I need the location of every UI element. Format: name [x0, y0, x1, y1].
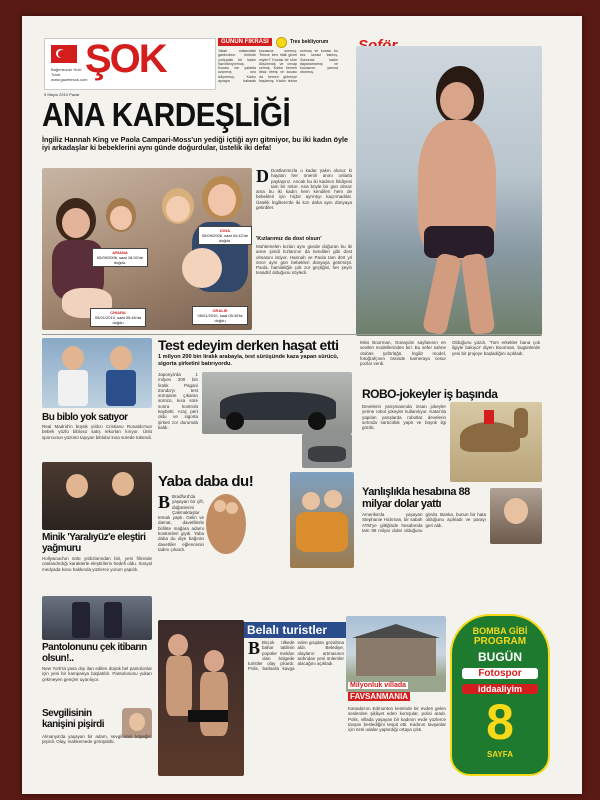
car-wreck-photo	[302, 434, 352, 468]
pants-body: New York'ta yasa dışı ilan edilen düşük bel pantolonlar için yeni bir kampanya başlatıldı. Pantolonunu yukarı çekmeyen gençler uyarılıyor.	[42, 666, 152, 682]
pants-headline: Pantolonunu çek itibarın olsun!..	[42, 642, 147, 664]
main-headline: ANA KARDEŞLİĞİ	[42, 96, 291, 133]
caption-chiara-text: 05/01/2010, saat 05:46'da doğdu	[94, 315, 142, 325]
tourists-headline: Belalı turistler	[244, 622, 350, 638]
caption-chiara	[90, 308, 146, 327]
bibles-headline: Bu biblo yok satıyor	[42, 412, 128, 423]
lover-headline: Sevgilisinin kanişini pişirdi	[42, 708, 105, 730]
ad-line-3: BUGÜN	[478, 650, 522, 664]
ad-line-5: iddaaliyim	[462, 684, 538, 694]
masthead	[44, 38, 216, 90]
masthead-date: 5 Mayıs 2010 Pazar	[44, 92, 80, 97]
main-deck: İngiliz Hannah King ve Paola Campari-Moss'un yediği içtiği ayrı gitmiyor, bu iki kadın öyle iyi arkadaşlar ki bebeklerini aynı günde doğurdular, üstelik iki defa!	[42, 135, 349, 153]
twilight-photo	[42, 462, 152, 530]
pants-photo	[42, 596, 152, 640]
tourists-body: B Birçok ülkede bahar tatilinin popüler mekânı olan bölgede turistler olay çıkardı. Polis, barlarda kavga eden grupları gözaltına aldı. Belediye, olayların artmasının ardından yeni önlemler alacağını açıkladı.	[248, 640, 344, 672]
caption-ariana-text: 05/09/2006, saat 18:00'de doğdu.	[96, 255, 144, 265]
caption-iona	[198, 226, 252, 245]
camel-photo	[450, 402, 542, 482]
joke-body: Yatak odasındaki gardırobun önünde çırılçıplak bir kadın hazırlanıyormuş. Kocası ise yatakta uzanmış onu izliyormuş. Kadın aynaya bakarak kocasına sormuş: 'Sence ben hâlâ güzel miyim?' Kocası bir süre düşünmüş ve cevap vermiş. Kadın hemen itiraz etmiş ve kocası da hemen gülmeye başlamış. Kadın tekrar sormuş ve kocası bu kez sessiz kalmış. Sonunda kadın dayanamamış ve kocasının yanına oturmuş.	[218, 49, 338, 84]
villa-photo	[346, 616, 446, 692]
joke-title: GÜNÜN FIKRASI	[218, 38, 272, 46]
bibles-photo	[42, 338, 152, 408]
masthead-logo: ŞOK	[85, 37, 166, 81]
lottery-photo	[490, 488, 542, 544]
caption-iona-name: IONA	[220, 228, 230, 233]
newspaper-page	[22, 16, 582, 794]
ad-line-4: Fotospor	[462, 668, 538, 679]
tourists-body-text: Birçok ülkede bahar tatilinin popüler mekânı olan bölgede turistler olay çıkardı. Polis, barlarda kavga eden grupları gözaltına aldı. Belediye, olayların artmasının ardından yeni önlemler alacağını açıkladı.	[248, 640, 344, 672]
villa-body: Kanada'nın Edmonton kentinde bir evden gelen seslerden şikâyet eden komşular, polisi aradı. Polis, villada yaşayan bir kadının evde yüzlerce tavşan beslediğini tespit etti. Kadının tavşanlar için özel odalar yaptırdığı ortaya çıktı.	[348, 706, 446, 733]
flag-icon	[51, 45, 77, 63]
joke-heading: Tres bekliyorum	[290, 39, 329, 45]
caption-iona-text: 05/09/2006, saat 04:42'de doğdu.	[201, 233, 249, 243]
caption-chiara-name: CHIARA	[110, 310, 126, 315]
joke-box	[218, 38, 338, 100]
car-photo	[202, 372, 352, 434]
car-body: Japonya'da 1 milyon 200 bin liralık Pagani Zonda'yı test sürüşüne çıkaran sürücü, kısa süre sonra kontrolü kaybetti. Araç pert oldu ve sigorta şirketi zor durumda kaldı.	[158, 372, 198, 430]
lottery-headline: Yanlışlıkla hesabına 88 milyar dolar yattı	[362, 486, 470, 510]
yaba-party-photo	[290, 472, 354, 568]
twilight-body: Hollywood'un ünlü yıldızlarından biri, yeni filminde canlandırdığı karakterle eleştirilerin hedefi oldu. Sosyal medyada konu hakkında yüzlerce yorum yapıldı.	[42, 556, 152, 572]
main-body-2: Muhtemelen kızları aynı günde doğuran bu iki anne şimdi kızlarının da kendileri gibi dost olmasını istiyor. Hannah ve Paola tam dört yıl önce aynı gün bebekleri dünyaya getirmişti. Paola, hamileliğin çok zor geçtiğini, her şeyin tesadüf olduğunu söyledi.	[256, 244, 352, 276]
model-photo	[356, 46, 542, 336]
villa-label-2: FAVSANMANIA	[350, 692, 409, 701]
car-deck: 1 milyon 200 bin liralık arabayla, test sürüşünde kaza yapan sürücü, sigorta şirketini batırıyordu.	[158, 354, 339, 367]
fotospor-ad[interactable]	[450, 614, 550, 776]
main-subhead: 'Kızlarımız da dost olsun'	[256, 236, 322, 242]
model-body-2: Olduğunu yazdı. 'Tüm erkekler bana çok ilgiyle bakıyor' diyen Boorman, bugünlerde yeni bir projeye başladığını açıkladı.	[452, 340, 540, 356]
villa-label-1: Milyonluk villada	[350, 682, 407, 689]
main-body-text: Dostlarımızla o kadar yakın oluruz ki hayatın her önemli anını onlarla paylaşırız. Ancak bu iki kadının hikâyesi tam bir rekor. Ana böyle bir gün olmaz ama bu iki kadın hem kendileri hem de bebekleri için hiçbir ayrıntıyı kaçırmadılar. Üstelik İngiltere'de iki kızı daha aynı dünyaya getirdiler.	[256, 168, 352, 211]
ad-number: 8	[486, 694, 514, 750]
caption-ariana	[92, 248, 148, 267]
main-body: D Dostlarımızla o kadar yakın oluruz ki hayatın her önemli anını onlarla paylaşırız. Ancak bu iki kadının hikâyesi tam bir rekor. Ana böyle bir gün olmaz ama bu iki kadın hem kendileri hem de bebekleri için hiçbir ayrıntıyı kaçırmadılar. Üstelik İngiltere'de iki kızı daha aynı dünyaya getirdiler.	[256, 168, 352, 211]
ad-line-2: PROGRAM	[473, 636, 527, 647]
yaba-couple-photo	[206, 494, 246, 554]
jockey-body: Develerin yarışmasında insan jokeyler yerine robot jokeyler kullanılıyor. Katar'da yapılan yarışlarda robotlar develerin sırtında sürücülük yaptı ve büyük ilgi gördü.	[362, 404, 446, 431]
twilight-headline: Minik 'Yaralıyüz'e eleştiri yağmuru	[42, 532, 146, 554]
caption-oralie	[192, 306, 248, 325]
ad-line-1: BOMBA GİBİ	[472, 626, 528, 636]
model-text-box	[358, 338, 542, 382]
bibles-body: Real Madrid'in büyük yıldızı Cristiano Ronaldo'nun bebek yüzlü biblosu satış rekorları kırıyor. Ünlü sporcunun yüzünü taşıyan biblolar kısa sürede tükendi.	[42, 424, 152, 440]
model-body: Miss Boorman, Günaydın sayfasının en sevilen modellerinden biri. Bu sefer sahne otobüs şoförlüğü. İngiliz model, fotoğrafçının önünde kameraya cesur pozlar verdi.	[360, 340, 446, 367]
lover-body: Almanya'da yaşayan bir adam, sevgilisinin köpeğini pişirdi. Olay, mahkemede görüşüldü.	[42, 734, 152, 745]
masthead-website: www.gazetesok.com	[51, 77, 88, 82]
tourists-photo	[158, 620, 244, 776]
yaba-headline: Yaba daba du!	[158, 473, 254, 490]
yaba-body-text: Bradford'da yaşayan bir çift, düğünlerini Çakmaktaşlar temalı yaptı. Gelin ve damat, davetlilerle birlikte mağara adamı kostümleri giydi. Yaba daba du diye bağıran davetliler eğlencenin tadını çıkardı.	[158, 494, 204, 552]
caption-oralie-text: 05/01/2010, saat 05:40'ta doğdu	[197, 313, 243, 323]
car-headline: Test edeyim derken haşat etti	[158, 337, 339, 353]
yaba-body: B Bradford'da yaşayan bir çift, düğünlerini Çakmaktaşlar temalı yaptı. Gelin ve damat, davetlilerle birlikte mağara adamı kostümleri giydi. Yaba daba du diye bağıran davetliler eğlencenin tadını çıkardı.	[158, 494, 204, 552]
ad-pages: SAYFA	[487, 750, 513, 759]
caption-ariana-name: ARIANA	[112, 250, 128, 255]
divider	[42, 334, 542, 335]
smiley-icon	[276, 37, 287, 48]
masthead-slogan: Bağımsızdır Hızlı Tutar	[51, 67, 82, 77]
lottery-body: Amerika'da yaşayan Stephanie Hickman, bir sabah ATM'ye gittiğinde hesabında tam 88 milyar dolar olduğunu gördü. Banka, bunun bir hata olduğunu açıkladı ve parayı geri aldı.	[362, 512, 486, 533]
jockey-headline: ROBO-jokeyler iş başında	[362, 387, 498, 401]
caption-oralie-name: ORALIE	[212, 308, 228, 313]
